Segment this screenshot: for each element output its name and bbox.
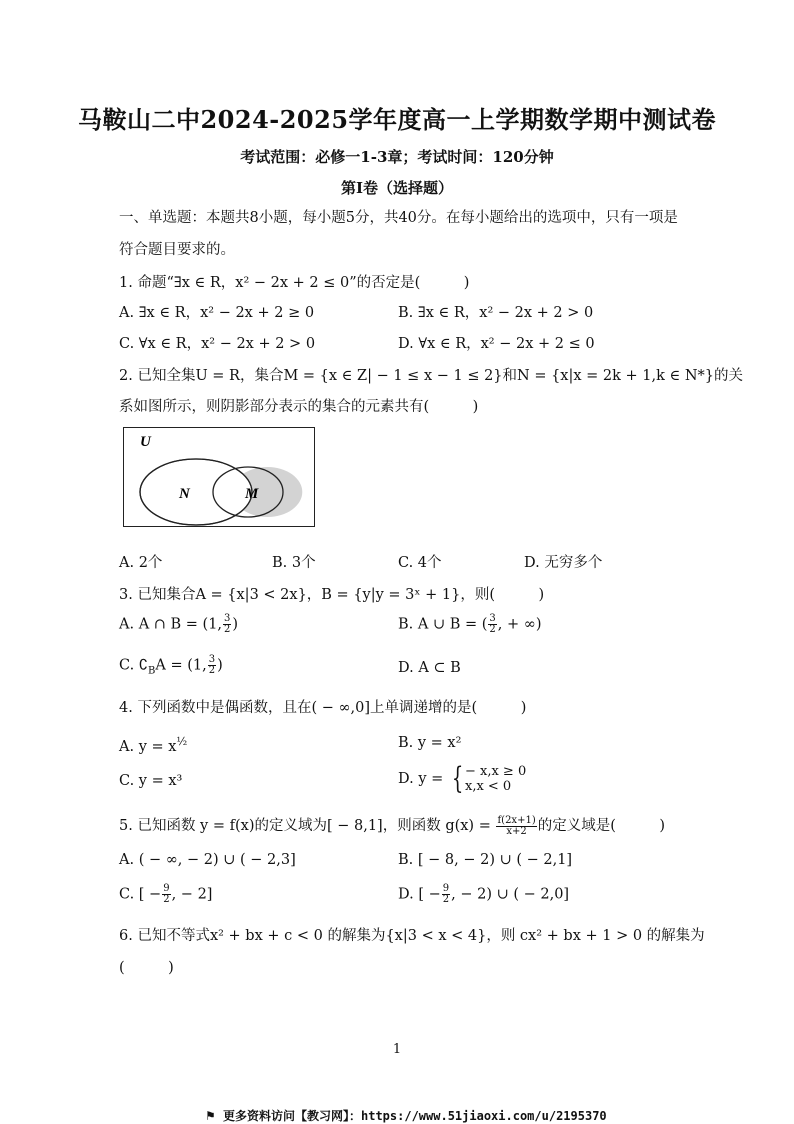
q1-option-b: B. ∃x ∈ R，x² − 2x + 2 > 0 — [398, 305, 594, 321]
q3-stem: 3. 已知集合A = {x|3 < 2x}，B = {y|y = 3ˣ + 1}，则( ) — [119, 587, 545, 603]
section-heading: 第I卷（选择题） — [340, 179, 454, 197]
q3-option-a — [119, 614, 238, 635]
q3-b-num: 3 — [489, 613, 496, 624]
venn-label-n: N — [179, 486, 190, 502]
q4-d-piecewise — [465, 764, 526, 794]
q5-stem-num: f(2x+1) — [497, 814, 536, 826]
q5-d-den: 2 — [442, 894, 450, 905]
q3-c-frac — [208, 655, 216, 676]
q2-option-d: D. 无穷多个 — [524, 555, 603, 571]
q3-a-pre: A. A ∩ B = (1, — [119, 616, 223, 633]
q4-d-line2: x,x < 0 — [464, 779, 512, 794]
q3-a-post: ) — [232, 616, 239, 633]
q2-option-c: C. 4个 — [398, 555, 442, 571]
instruction-line-2: 符合题目要求的。 — [119, 242, 235, 258]
q1-option-a: A. ∃x ∈ R，x² − 2x + 2 ≥ 0 — [119, 305, 315, 321]
q4-d-pre: D. y = — [398, 771, 444, 787]
venn-label-u: U — [140, 434, 151, 450]
q5-c-post: , − 2] — [171, 886, 213, 903]
q3-c-pre: C. ∁ — [119, 657, 149, 674]
q5-stem-den: x+2 — [506, 825, 527, 837]
q3-b-pre: B. A ∪ B = ( — [398, 616, 488, 633]
q1-option-d: D. ∀x ∈ R，x² − 2x + 2 ≤ 0 — [398, 336, 595, 352]
q3-option-c — [119, 655, 223, 676]
q3-a-frac — [223, 614, 231, 635]
q5-c-frac — [162, 884, 170, 905]
page-number: 1 — [392, 1042, 402, 1057]
venn-label-m: M — [245, 486, 259, 502]
q5-d-post: , − 2) ∪ ( − 2,0] — [451, 886, 570, 903]
page-title: 马鞍山二中2024-2025学年度高一上学期数学期中测试卷 — [77, 105, 717, 134]
q5-d-num: 9 — [442, 883, 450, 894]
footer-link[interactable] — [205, 1107, 607, 1124]
q5-option-a: A. ( − ∞, − 2) ∪ ( − 2,3] — [119, 852, 296, 868]
q4-d-line1: − x,x ≥ 0 — [464, 764, 527, 779]
q4-option-b: B. y = x² — [398, 735, 462, 751]
q5-option-c — [119, 884, 212, 905]
q5-c-pre: C. [ − — [119, 886, 162, 903]
q3-c-num: 3 — [208, 654, 216, 665]
q4-option-a — [119, 735, 187, 755]
q6-stem-line-1: 6. 已知不等式x² + bx + c < 0 的解集为{x|3 < x < 4}，则 cx² + bx + 1 > 0 的解集为 — [119, 928, 705, 944]
q3-a-den: 2 — [224, 624, 231, 635]
q3-c-post: ) — [217, 657, 223, 674]
q3-option-b — [398, 614, 542, 635]
q5-c-num: 9 — [163, 883, 170, 894]
q4-option-c: C. y = x³ — [119, 773, 183, 789]
flag-icon: ⚑ — [205, 1109, 216, 1123]
q5-option-b: B. [ − 8, − 2) ∪ ( − 2,1] — [398, 852, 573, 868]
q5-d-frac — [442, 884, 450, 905]
q5-c-den: 2 — [163, 894, 170, 905]
q5-stem-post: 的定义域是( ) — [537, 818, 666, 834]
instruction-line-1: 一、单选题：本题共8小题，每小题5分，共40分。在每小题给出的选项中，只有一项是 — [119, 210, 678, 226]
q5-stem-frac — [496, 816, 536, 837]
q5-stem — [119, 814, 665, 837]
q3-b-frac — [488, 614, 496, 635]
q3-option-d: D. A ⊂ B — [398, 660, 461, 676]
brace-symbol: { — [451, 761, 464, 796]
q2-stem-line-1: 2. 已知全集U = R，集合M = {x ∈ Z| − 1 ≤ x − 1 ≤ 2}和N = {x|x = 2k + 1,k ∈ N*}的关 — [119, 368, 744, 384]
q3-b-den: 2 — [489, 624, 496, 635]
q4-stem: 4. 下列函数中是偶函数，且在( − ∞,0]上单调递增的是( ) — [119, 700, 527, 716]
q3-a-num: 3 — [224, 613, 231, 624]
q5-stem-pre: 5. 已知函数 y = f(x)的定义域为[ − 8,1]，则函数 g(x) = — [119, 818, 491, 834]
q3-b-post: , + ∞) — [497, 616, 542, 633]
q5-option-d — [398, 884, 569, 905]
venn-diagram — [123, 427, 315, 527]
footer-text: 更多资料访问【教习网】：https://www.51jiaoxi.com/u/2195370 — [223, 1109, 607, 1123]
q3-c-sub: B — [148, 665, 156, 677]
q3-c-mid: A = (1, — [155, 657, 207, 674]
q2-option-a: A. 2个 — [119, 555, 163, 571]
q1-stem: 1. 命题“∃x ∈ R，x² − 2x + 2 ≤ 0”的否定是( ) — [119, 275, 470, 291]
venn-svg — [124, 428, 314, 526]
q2-option-b: B. 3个 — [272, 555, 316, 571]
q4-option-d — [398, 761, 527, 796]
exam-info: 考试范围：必修一1-3章；考试时间：120分钟 — [240, 148, 554, 166]
q5-d-pre: D. [ − — [398, 886, 441, 903]
q1-option-c: C. ∀x ∈ R，x² − 2x + 2 > 0 — [119, 336, 316, 352]
q2-stem-line-2: 系如图所示，则阴影部分表示的集合的元素共有( ) — [119, 399, 479, 415]
q4-a-pre: A. y = x — [119, 738, 177, 755]
q3-c-den: 2 — [208, 665, 216, 676]
q6-stem-line-2: ( ) — [119, 960, 174, 976]
q4-a-sup: ½ — [176, 735, 188, 748]
